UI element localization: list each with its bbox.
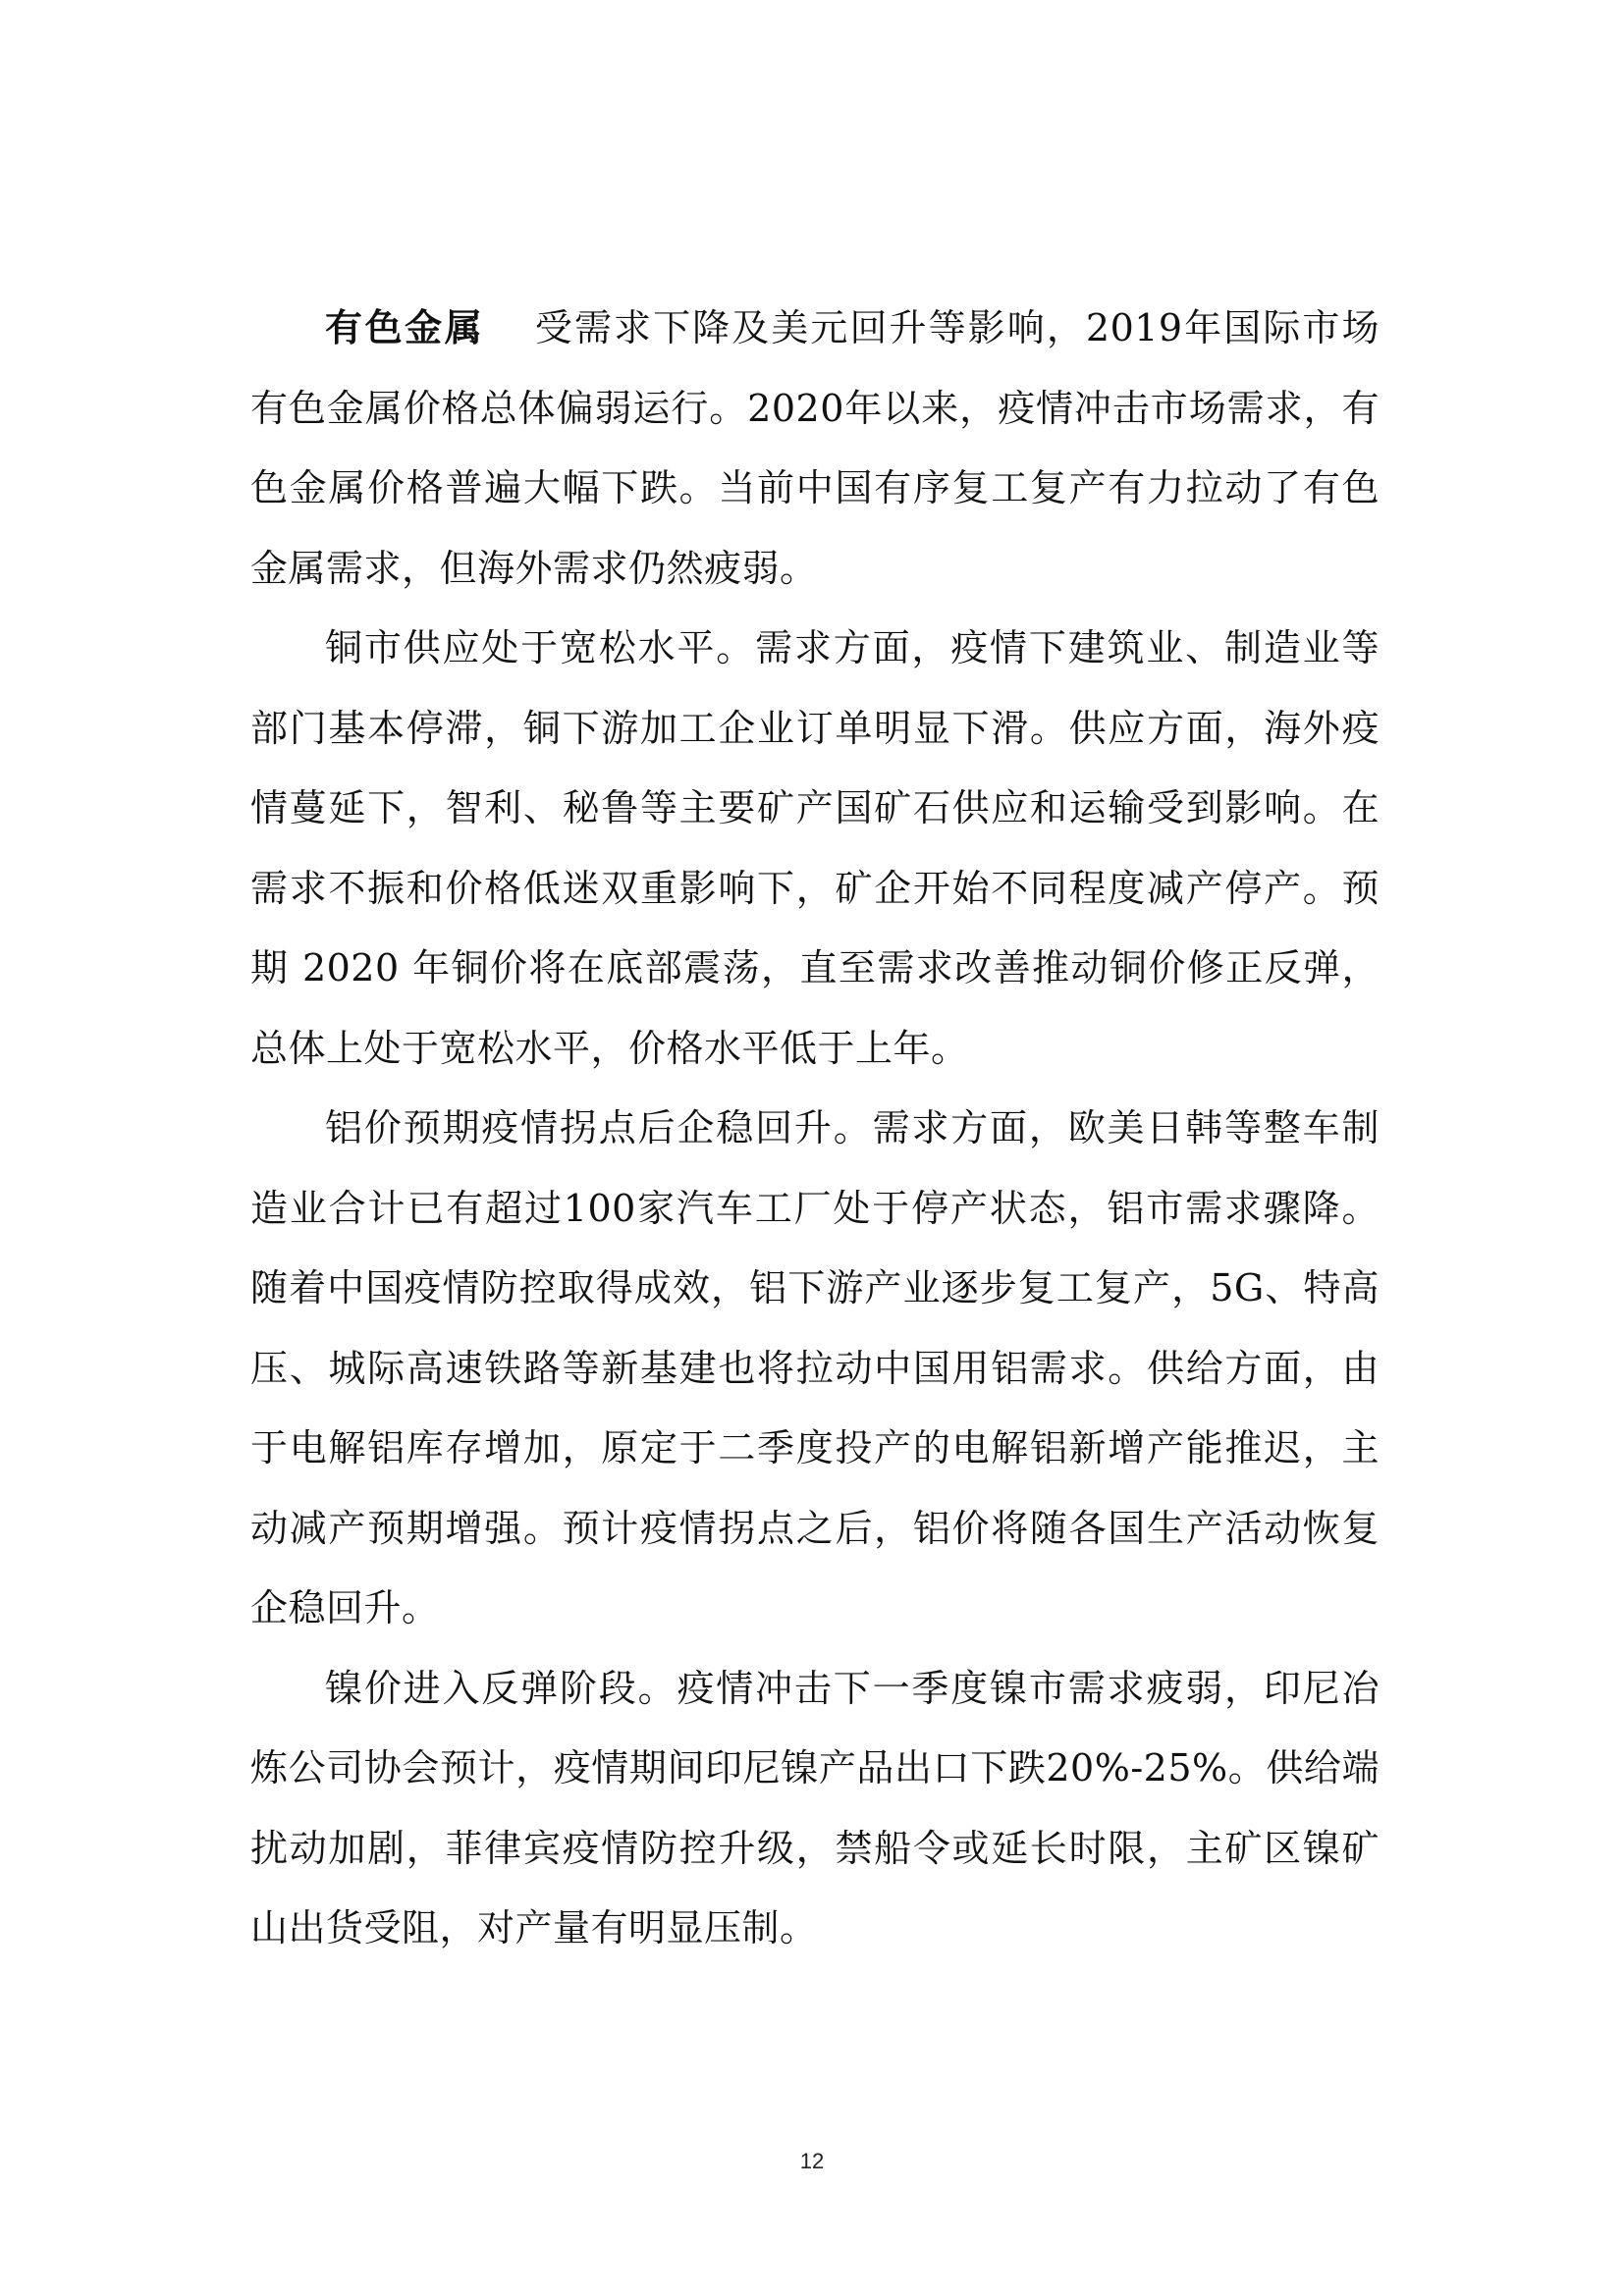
paragraph-aluminum: 铝价预期疫情拐点后企稳回升。需求方面，欧美日韩等整车制造业合计已有超过100家汽车工厂处于停产状态，铝市需求骤降。随着中国疫情防控取得成效，铝下游产业逐步复工复产，5G、特高压、城际高速铁路等新基建也将拉动中国用铝需求。供给方面，由于电解铝库存增加，原定于二季度投产的电解铝新增产能推迟，主动减产预期增强。预计疫情拐点之后，铝价将随各国生产活动恢复企稳回升。	[250, 1106, 1380, 1629]
paragraph-copper: 铜市供应处于宽松水平。需求方面，疫情下建筑业、制造业等部门基本停滞，铜下游加工企业订单明显下滑。供应方面，海外疫情蔓延下，智利、秘鲁等主要矿产国矿石供应和运输受到影响。在需求不振和价格低迷双重影响下，矿企开始不同程度减产停产。预期 2020 年铜价将在底部震荡，直至需求改善推动铜价修正反弹，总体上处于宽松水平，价格水平低于上年。	[250, 626, 1380, 1070]
paragraph-text: 受需求下降及美元回升等影响，2019年国际市场有色金属价格总体偏弱运行。2020年以来，疫情冲击市场需求，有色金属价格普遍大幅下跌。当前中国有序复工复产有力拉动了有色金属需求，但海外需求仍然疲弱。	[250, 306, 1380, 590]
page-number: 12	[799, 2149, 825, 2173]
document-body	[250, 288, 1380, 1969]
section-lead-heading: 有色金属	[325, 305, 485, 349]
paragraph-nickel: 镍价进入反弹阶段。疫情冲击下一季度镍市需求疲弱，印尼冶炼公司协会预计，疫情期间印尼镍产品出口下跌20%-25%。供给端扰动加剧，菲律宾疫情防控升级，禁船令或延长时限，主矿区镍矿山出货受阻，对产量有明显压制。	[250, 1666, 1380, 1949]
paragraph-nonferrous-metals	[250, 288, 1380, 609]
